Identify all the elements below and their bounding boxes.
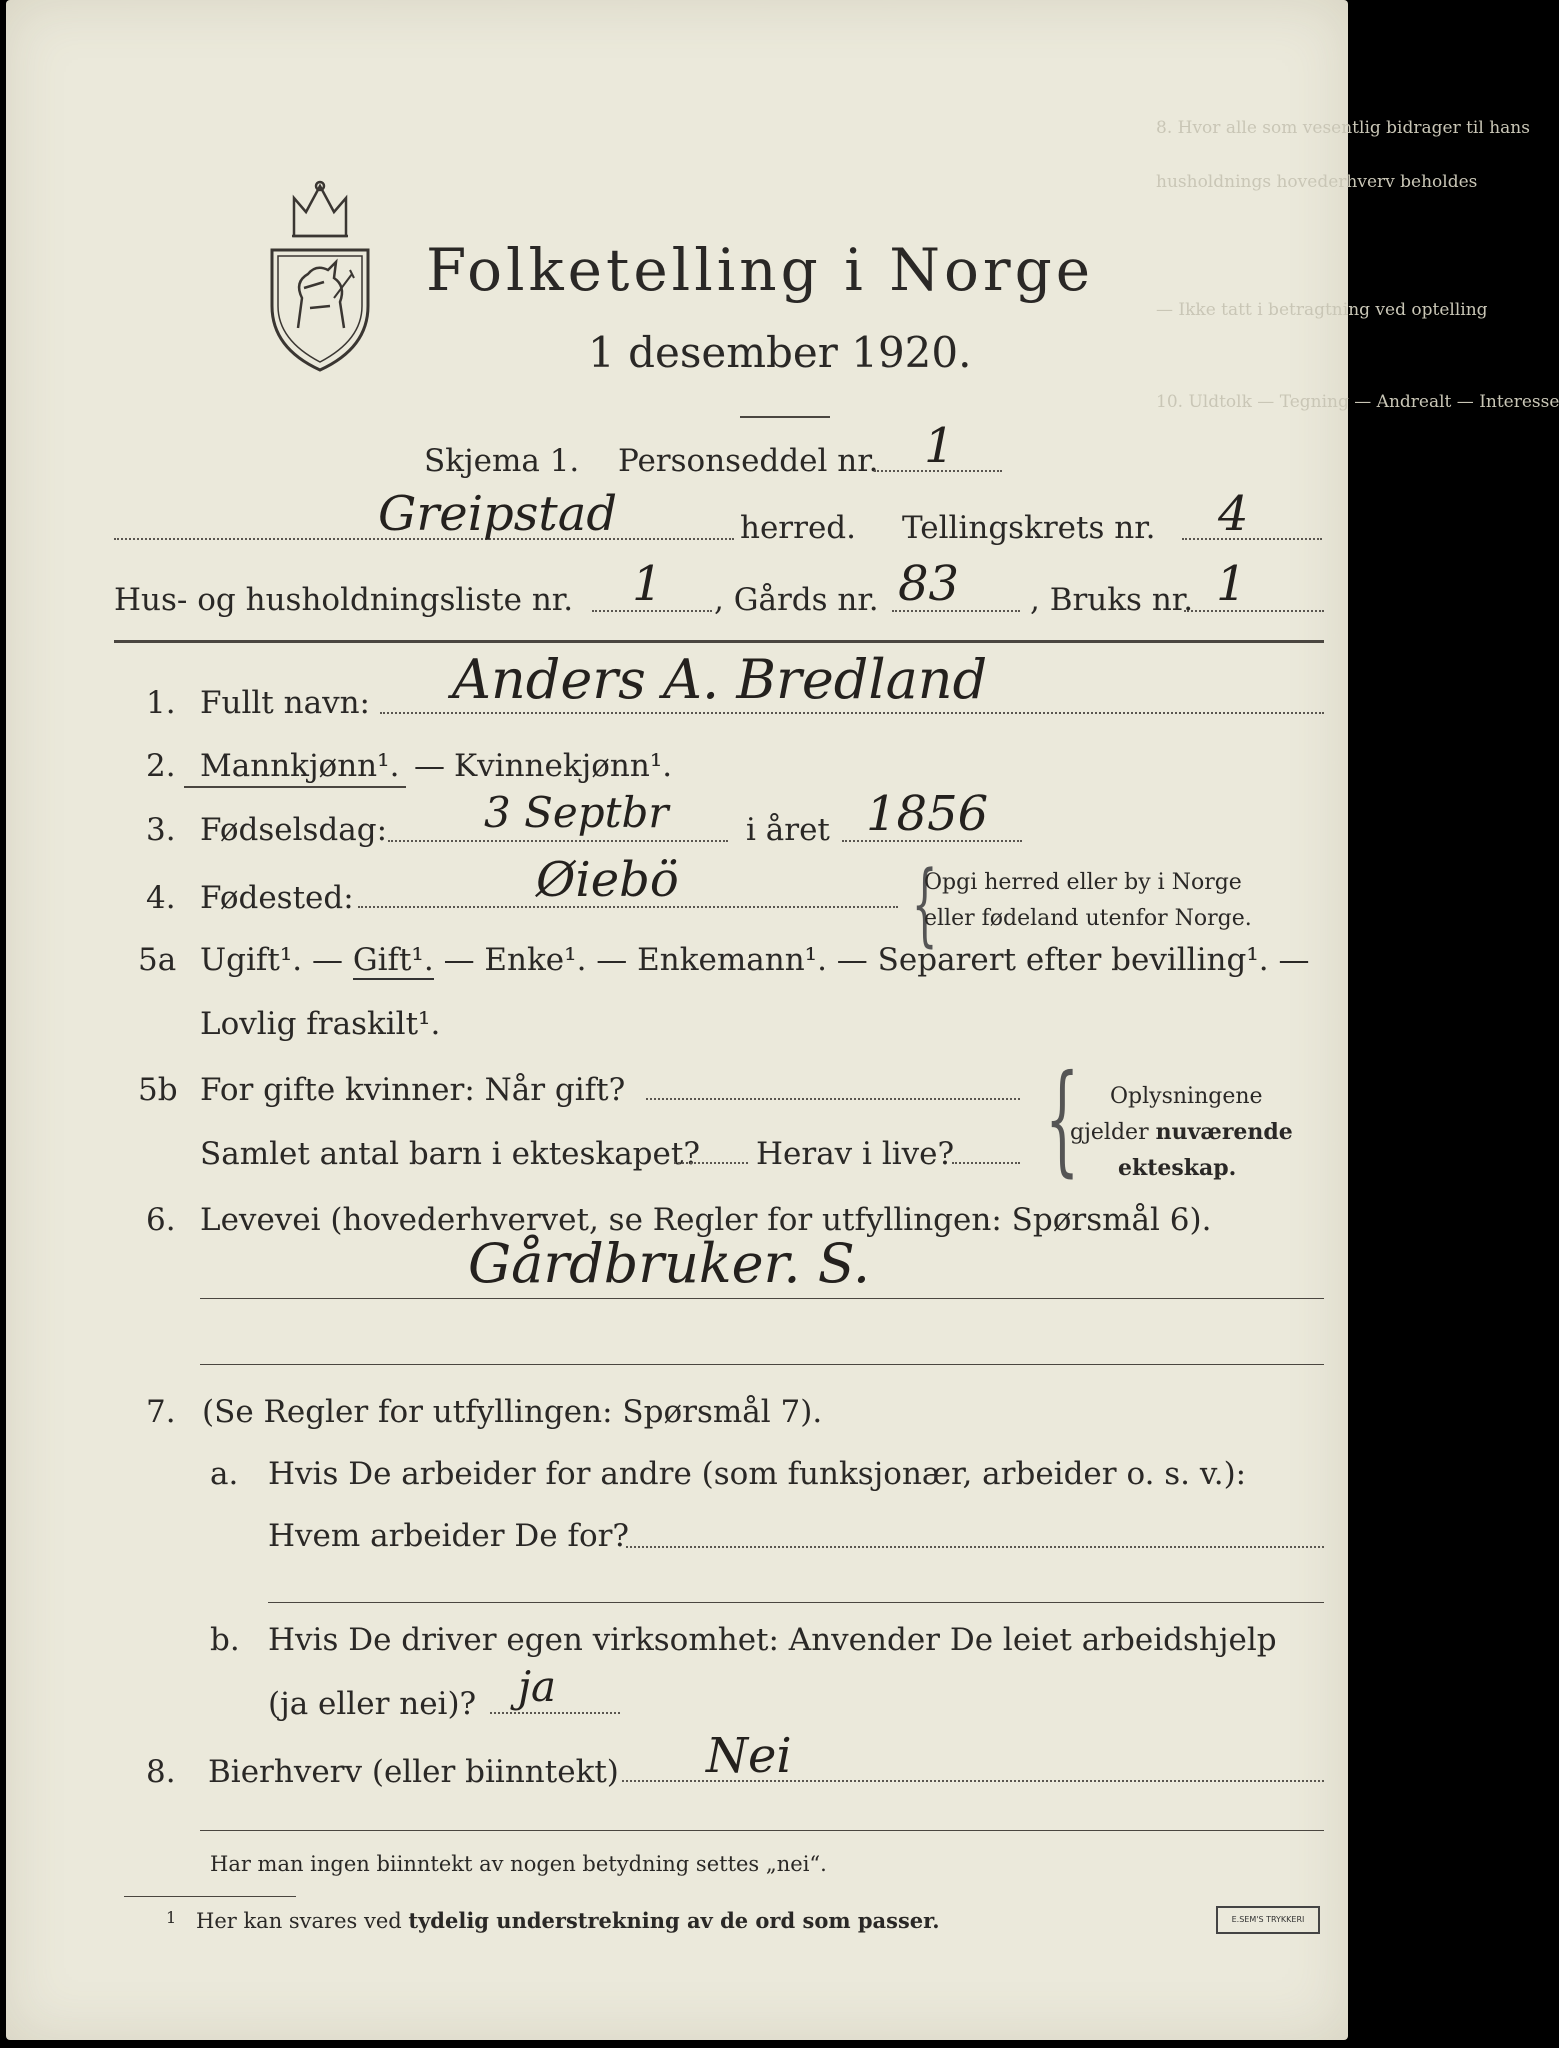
male-option[interactable]: Mannkjønn¹. [200, 748, 400, 784]
birthplace-value[interactable]: Øiebö [536, 852, 679, 908]
footnote-rule [124, 1896, 296, 1897]
q1-field-line [380, 712, 1324, 714]
male-underline [184, 786, 406, 788]
q5b-when-married-label: For gifte kvinner: Når gift? [200, 1072, 626, 1108]
q6-field-line-1 [200, 1298, 1324, 1299]
gift-option[interactable]: Gift¹. [352, 942, 434, 978]
q4-brace: { [911, 852, 938, 957]
q5b-note-nuvaerende: nuværende [1155, 1119, 1293, 1145]
q1-number: 1. [146, 685, 176, 721]
q5b-number: 5b [138, 1072, 178, 1108]
employer-field-line[interactable] [626, 1546, 1324, 1548]
title-divider [740, 416, 830, 418]
footer-divider [200, 1830, 1324, 1831]
q4-note-line1: Opgi herred eller by i Norge [924, 870, 1242, 895]
q5b-note-gjelder: gjelder [1070, 1120, 1149, 1145]
herred-value[interactable]: Greipstad [378, 486, 618, 542]
q5b-alive-label: Herav i live? [756, 1136, 955, 1172]
q7a-letter: a. [210, 1456, 239, 1492]
q4-number: 4. [146, 880, 176, 916]
q8-label: Bierhverv (eller biinntekt) [208, 1754, 619, 1790]
q7b-line1: Hvis De driver egen virksomhet: Anvender De leiet arbeidshjelp [268, 1622, 1277, 1658]
side-income-value[interactable]: Nei [706, 1728, 792, 1784]
q7a-line1: Hvis De arbeider for andre (som funksjonær, arbeider o. s. v.): [268, 1456, 1247, 1492]
children-field-line[interactable] [674, 1162, 748, 1164]
q7-label: (Se Regler for utfyllingen: Spørsmål 7). [202, 1394, 823, 1430]
q2-separator: — [414, 748, 445, 784]
skjema-label: Skjema 1. [424, 443, 580, 479]
q2-number: 2. [146, 748, 176, 784]
tellingskrets-field-line [1182, 538, 1322, 540]
q6-field-line-2 [200, 1364, 1324, 1365]
q4-label: Fødested: [200, 880, 354, 916]
footnote-text-regular: Her kan svares ved [196, 1909, 402, 1933]
q3-label: Fødselsdag: [200, 812, 388, 848]
q5b-brace: { [1044, 1050, 1080, 1189]
hired-help-value[interactable]: ja [518, 1662, 557, 1711]
q7a-line2: Hvem arbeider De for? [268, 1518, 630, 1554]
q7b-line2: (ja eller nei)? [268, 1686, 477, 1722]
full-name-value[interactable]: Anders A. Bredland [452, 648, 988, 711]
bruks-value[interactable]: 1 [1216, 556, 1247, 612]
norway-coat-of-arms-icon [264, 178, 376, 376]
gards-value[interactable]: 83 [898, 556, 960, 612]
fraskilt-option[interactable]: Lovlig fraskilt¹. [200, 1006, 441, 1042]
q5a-line1 [200, 942, 1309, 978]
personseddel-label: Personseddel nr. [618, 443, 879, 479]
tellingskrets-label: Tellingskrets nr. [902, 510, 1156, 546]
herred-label: herred. [740, 510, 856, 546]
q3-number: 3. [146, 812, 176, 848]
printer-stamp: E.SEM'S TRYKKERI [1216, 1906, 1320, 1934]
female-option[interactable]: Kvinnekjønn¹. [454, 748, 673, 784]
tellingskrets-value[interactable]: 4 [1218, 486, 1249, 542]
q5a-other-options[interactable]: — Enke¹. — Enkemann¹. — Separert efter bevilling¹. — [443, 942, 1310, 978]
q7b-letter: b. [210, 1622, 240, 1658]
footnote-text-bold: tydelig understrekning av de ord som passer. [408, 1908, 940, 1933]
q5b-note-line1: Oplysningene [1110, 1084, 1263, 1109]
q8-number: 8. [146, 1754, 176, 1790]
q7b-field-line [490, 1712, 620, 1714]
q1-label: Fullt navn: [200, 685, 370, 721]
bruks-field-line [1184, 610, 1324, 612]
ugift-option[interactable]: Ugift¹. — [200, 942, 343, 978]
gards-label: , Gårds nr. [714, 582, 879, 618]
birth-year-value[interactable]: 1856 [866, 786, 989, 842]
footnote-mark: 1 [166, 1908, 177, 1927]
q3-field-line [388, 840, 728, 842]
year-label: i året [746, 812, 830, 848]
form-title: Folketelling i Norge [426, 236, 1095, 304]
q4-note-line2: eller fødeland utenfor Norge. [924, 906, 1252, 931]
q5b-children-label: Samlet antal barn i ekteskapet? [200, 1136, 700, 1172]
occupation-value[interactable]: Gårdbruker. S. [468, 1232, 870, 1295]
q7-number: 7. [146, 1394, 176, 1430]
employer-field-line-2 [268, 1602, 1324, 1603]
census-form-page: 8. Hvor alle som vesentlig bidrager til hans husholdnings hovederhverv beholdes — Ikke tatt i betragtning ved optelling 10. Uldtolk — Tegning — Andrealt — Interesse Folketelling i Norge 1 desember 1920. Skjema 1. Personseddel nr. 1 Greipstad herred. Tellingskrets nr. 4 Hus- og husholdningsliste nr. 1 , Gårds nr. 83 , Bruks nr. 1 1. Fullt navn: Anders A. Bredland 2. Mannkjønn¹. — Kvinnekjønn¹. 3. Fødselsdag: 3 Septbr i året 1856 4. Fødested: Øiebö { Opgi herred eller by i Norge eller fødeland utenfor Norge. 5a Ugift¹. — Gift¹. — Enke¹. — Enkemann¹. — Separert efter bevilling¹. — Lovlig fraskilt¹. 5b For gifte kvinner: Når gift? Samlet antal barn i ekteskapet? Herav i live? { Oplysningene gjelder nuværende ekteskap. 6. Levevei (hovederhvervet, se Regler for utfyllingen: Spørsmål 6). Gårdbruker. S. 7. (Se Regler for utfyllingen: Spørsmål 7). a. Hvis De arbeider for andre (som funksjonær, arbeider o. s. v.): Hvem arbeider De for? b. Hvis De driver egen virksomhet: Anvender De leiet arbeidshjelp (ja eller nei)? ja 8. Bierhverv (eller biinntekt) Nei Har man ingen biinntekt av nogen betydning settes „nei“. 1 Her kan svares ved tydelig understrekning av de ord som passer. E.SEM'S TRYKKERI [6, 0, 1348, 2040]
q5a-number: 5a [138, 942, 177, 978]
header-divider [114, 640, 1324, 643]
bruks-label: , Bruks nr. [1030, 582, 1194, 618]
form-date: 1 desember 1920. [588, 328, 972, 377]
hus-label: Hus- og husholdningsliste nr. [114, 582, 574, 618]
footnote-text [196, 1908, 940, 1933]
footer-note: Har man ingen biinntekt av nogen betydning settes „nei“. [210, 1852, 827, 1876]
q6-label: Levevei (hovederhvervet, se Regler for utfyllingen: Spørsmål 6). [200, 1202, 1212, 1238]
hus-value[interactable]: 1 [632, 556, 663, 612]
alive-field-line[interactable] [952, 1162, 1020, 1164]
personseddel-value[interactable]: 1 [924, 418, 955, 474]
birthday-value[interactable]: 3 Septbr [484, 788, 669, 837]
q5b-note-line3: ekteskap. [1118, 1155, 1237, 1181]
q5b-note-line2 [1070, 1116, 1293, 1149]
when-married-field-line[interactable] [646, 1098, 1020, 1100]
q6-number: 6. [146, 1202, 176, 1238]
